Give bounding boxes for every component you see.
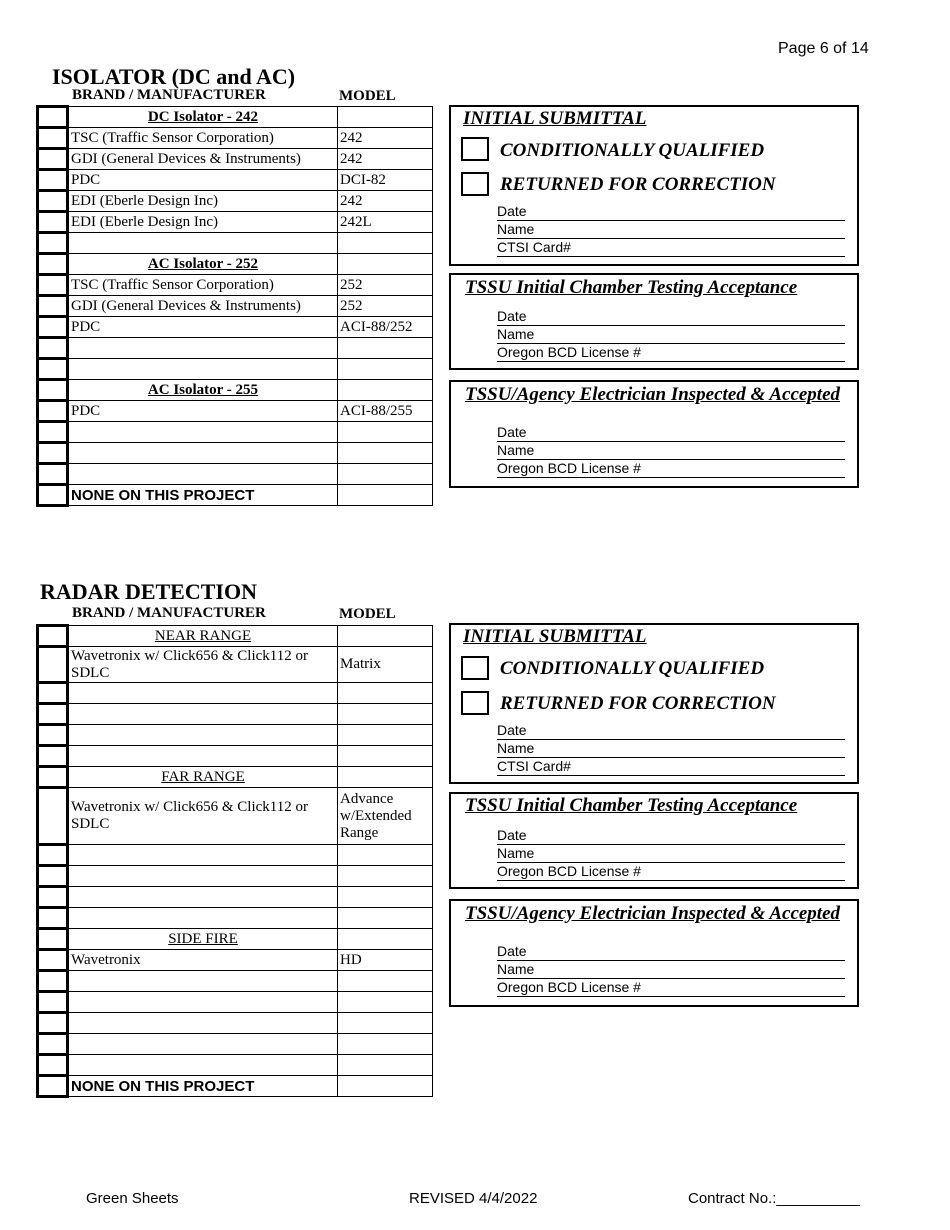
row-checkbox[interactable] xyxy=(38,1034,68,1055)
chamber-testing-title: TSSU Initial Chamber Testing Acceptance xyxy=(465,277,798,298)
model-cell: 242 xyxy=(338,128,433,149)
submittal-ctsi-card-field[interactable]: CTSI Card# xyxy=(497,239,845,257)
row-checkbox[interactable] xyxy=(38,170,68,191)
row-checkbox[interactable] xyxy=(38,887,68,908)
model-cell: DCI-82 xyxy=(338,170,433,191)
none-on-project-row xyxy=(38,1076,433,1097)
radar-initial-submittal-box xyxy=(449,623,859,784)
brand-cell xyxy=(68,233,338,254)
group-label: DC Isolator - 242 xyxy=(68,107,338,128)
model-cell xyxy=(338,1076,433,1097)
model-cell xyxy=(338,908,433,929)
row-checkbox[interactable] xyxy=(38,338,68,359)
brand-cell xyxy=(68,887,338,908)
footer-left: Green Sheets xyxy=(86,1190,179,1207)
row-checkbox[interactable] xyxy=(38,1013,68,1034)
brand-cell xyxy=(68,422,338,443)
chamber-testing-title: TSSU Initial Chamber Testing Acceptance xyxy=(465,795,798,816)
row-checkbox[interactable] xyxy=(38,725,68,746)
brand-cell: Wavetronix w/ Click656 & Click112 or SDLC xyxy=(68,647,338,683)
brand-cell xyxy=(68,704,338,725)
table-row xyxy=(38,191,433,212)
row-checkbox[interactable] xyxy=(38,971,68,992)
conditionally-qualified-label: CONDITIONALLY QUALIFIED xyxy=(500,140,765,161)
table-row xyxy=(38,1013,433,1034)
table-row xyxy=(38,233,433,254)
model-cell xyxy=(338,866,433,887)
row-checkbox[interactable] xyxy=(38,359,68,380)
model-cell xyxy=(338,725,433,746)
isolator-electrician-box xyxy=(449,380,859,488)
table-row xyxy=(38,275,433,296)
group-label: SIDE FIRE xyxy=(68,929,338,950)
brand-cell: Wavetronix xyxy=(68,950,338,971)
row-checkbox[interactable] xyxy=(38,317,68,338)
table-row xyxy=(38,683,433,704)
table-row xyxy=(38,128,433,149)
electrician-date-field[interactable]: Date xyxy=(497,943,845,961)
brand-cell: TSC (Traffic Sensor Corporation) xyxy=(68,275,338,296)
model-cell xyxy=(338,443,433,464)
row-checkbox[interactable] xyxy=(38,128,68,149)
submittal-ctsi-card-field[interactable]: CTSI Card# xyxy=(497,758,845,776)
submittal-name-field[interactable]: Name xyxy=(497,221,845,239)
returned-for-correction-label: RETURNED FOR CORRECTION xyxy=(500,174,776,195)
row-checkbox[interactable] xyxy=(38,380,68,401)
chamber-date-field[interactable]: Date xyxy=(497,308,845,326)
table-row xyxy=(38,845,433,866)
isolator-section-title: ISOLATOR (DC and AC) xyxy=(52,64,296,89)
brand-cell: EDI (Eberle Design Inc) xyxy=(68,212,338,233)
group-header-row xyxy=(38,929,433,950)
model-cell xyxy=(338,338,433,359)
model-cell xyxy=(338,107,433,128)
brand-cell xyxy=(68,1034,338,1055)
brand-cell xyxy=(68,1055,338,1076)
table-row xyxy=(38,170,433,191)
model-cell xyxy=(338,464,433,485)
table-row xyxy=(38,464,433,485)
model-cell xyxy=(338,767,433,788)
model-cell xyxy=(338,359,433,380)
table-row xyxy=(38,149,433,170)
submittal-date-field[interactable]: Date xyxy=(497,203,845,221)
radar-section-title: RADAR DETECTION xyxy=(40,579,257,604)
table-row xyxy=(38,887,433,908)
table-row xyxy=(38,950,433,971)
radar-chamber-testing-box xyxy=(449,792,859,889)
radar-equipment-table xyxy=(36,624,433,1098)
group-header-row xyxy=(38,107,433,128)
row-checkbox[interactable] xyxy=(38,845,68,866)
group-label: NEAR RANGE xyxy=(68,626,338,647)
table-row xyxy=(38,746,433,767)
table-row xyxy=(38,338,433,359)
row-checkbox[interactable] xyxy=(38,464,68,485)
brand-cell: GDI (General Devices & Instruments) xyxy=(68,296,338,317)
row-checkbox[interactable] xyxy=(38,233,68,254)
table-row xyxy=(38,788,433,845)
row-checkbox[interactable] xyxy=(38,1055,68,1076)
none-on-project-label: NONE ON THIS PROJECT xyxy=(68,485,338,506)
table-row xyxy=(38,212,433,233)
brand-cell xyxy=(68,338,338,359)
page-number: Page 6 of 14 xyxy=(778,40,869,57)
table-row xyxy=(38,1034,433,1055)
brand-cell xyxy=(68,746,338,767)
isolator-initial-submittal-box xyxy=(449,105,859,266)
row-checkbox[interactable] xyxy=(38,929,68,950)
electrician-license-field[interactable]: Oregon BCD License # xyxy=(497,979,845,997)
radar-model-header: MODEL xyxy=(339,606,396,622)
group-header-row xyxy=(38,767,433,788)
row-checkbox[interactable] xyxy=(38,788,68,845)
model-cell xyxy=(338,626,433,647)
model-cell: ACI-88/255 xyxy=(338,401,433,422)
footer-contract-no: Contract No.:__________ xyxy=(688,1190,860,1207)
row-checkbox[interactable] xyxy=(38,422,68,443)
model-cell: 242L xyxy=(338,212,433,233)
row-checkbox[interactable] xyxy=(38,1076,68,1097)
row-checkbox[interactable] xyxy=(38,443,68,464)
row-checkbox[interactable] xyxy=(38,992,68,1013)
electrician-name-field[interactable]: Name xyxy=(497,961,845,979)
table-row xyxy=(38,971,433,992)
electrician-name-field[interactable]: Name xyxy=(497,442,845,460)
submittal-date-field[interactable]: Date xyxy=(497,722,845,740)
chamber-name-field[interactable]: Name xyxy=(497,845,845,863)
brand-cell: PDC xyxy=(68,317,338,338)
chamber-name-field[interactable]: Name xyxy=(497,326,845,344)
table-row xyxy=(38,725,433,746)
brand-cell: Wavetronix w/ Click656 & Click112 or SDLC xyxy=(68,788,338,845)
isolator-model-header: MODEL xyxy=(339,88,396,104)
group-label: AC Isolator - 255 xyxy=(68,380,338,401)
brand-cell xyxy=(68,845,338,866)
row-checkbox[interactable] xyxy=(38,254,68,275)
row-checkbox[interactable] xyxy=(38,704,68,725)
brand-cell xyxy=(68,1013,338,1034)
returned-for-correction-label: RETURNED FOR CORRECTION xyxy=(500,693,776,714)
brand-cell xyxy=(68,359,338,380)
brand-cell xyxy=(68,464,338,485)
model-cell: ACI-88/252 xyxy=(338,317,433,338)
submittal-title: INITIAL SUBMITTAL xyxy=(463,626,647,647)
chamber-license-field[interactable]: Oregon BCD License # xyxy=(497,863,845,881)
electrician-title: TSSU/Agency Electrician Inspected & Accepted xyxy=(465,384,841,405)
brand-cell xyxy=(68,725,338,746)
submittal-title: INITIAL SUBMITTAL xyxy=(463,108,647,129)
returned-for-correction-checkbox[interactable] xyxy=(461,691,489,715)
row-checkbox[interactable] xyxy=(38,950,68,971)
row-checkbox[interactable] xyxy=(38,212,68,233)
table-row xyxy=(38,647,433,683)
model-cell xyxy=(338,887,433,908)
model-cell xyxy=(338,1013,433,1034)
conditionally-qualified-label: CONDITIONALLY QUALIFIED xyxy=(500,658,765,679)
brand-cell: PDC xyxy=(68,170,338,191)
model-cell xyxy=(338,233,433,254)
chamber-date-field[interactable]: Date xyxy=(497,827,845,845)
model-cell: 242 xyxy=(338,191,433,212)
isolator-equipment-table xyxy=(36,105,433,507)
brand-cell xyxy=(68,683,338,704)
model-cell xyxy=(338,992,433,1013)
model-cell: Advance w/Extended Range xyxy=(338,788,433,845)
table-row xyxy=(38,359,433,380)
group-label: FAR RANGE xyxy=(68,767,338,788)
row-checkbox[interactable] xyxy=(38,191,68,212)
model-cell xyxy=(338,845,433,866)
table-row xyxy=(38,317,433,338)
table-row xyxy=(38,866,433,887)
row-checkbox[interactable] xyxy=(38,485,68,506)
row-checkbox[interactable] xyxy=(38,626,68,647)
table-row xyxy=(38,908,433,929)
footer-revised: REVISED 4/4/2022 xyxy=(409,1190,538,1207)
model-cell xyxy=(338,971,433,992)
none-on-project-label: NONE ON THIS PROJECT xyxy=(68,1076,338,1097)
isolator-chamber-testing-box xyxy=(449,273,859,370)
group-header-row xyxy=(38,626,433,647)
table-row xyxy=(38,992,433,1013)
row-checkbox[interactable] xyxy=(38,767,68,788)
row-checkbox[interactable] xyxy=(38,908,68,929)
submittal-name-field[interactable]: Name xyxy=(497,740,845,758)
electrician-date-field[interactable]: Date xyxy=(497,424,845,442)
model-cell: 252 xyxy=(338,275,433,296)
isolator-brand-header: BRAND / MANUFACTURER xyxy=(72,87,266,103)
model-cell: 242 xyxy=(338,149,433,170)
radar-brand-header: BRAND / MANUFACTURER xyxy=(72,605,266,621)
brand-cell: GDI (General Devices & Instruments) xyxy=(68,149,338,170)
row-checkbox[interactable] xyxy=(38,275,68,296)
brand-cell xyxy=(68,866,338,887)
brand-cell xyxy=(68,971,338,992)
row-checkbox[interactable] xyxy=(38,149,68,170)
model-cell xyxy=(338,929,433,950)
electrician-license-field[interactable]: Oregon BCD License # xyxy=(497,460,845,478)
model-cell xyxy=(338,422,433,443)
model-cell xyxy=(338,254,433,275)
brand-cell xyxy=(68,992,338,1013)
table-row xyxy=(38,704,433,725)
returned-for-correction-checkbox[interactable] xyxy=(461,172,489,196)
model-cell xyxy=(338,683,433,704)
model-cell: HD xyxy=(338,950,433,971)
model-cell xyxy=(338,704,433,725)
none-on-project-row xyxy=(38,485,433,506)
row-checkbox[interactable] xyxy=(38,401,68,422)
model-cell xyxy=(338,380,433,401)
electrician-title: TSSU/Agency Electrician Inspected & Accepted xyxy=(465,903,841,924)
row-checkbox[interactable] xyxy=(38,107,68,128)
model-cell xyxy=(338,746,433,767)
table-row xyxy=(38,1055,433,1076)
radar-electrician-box xyxy=(449,899,859,1007)
model-cell xyxy=(338,485,433,506)
chamber-license-field[interactable]: Oregon BCD License # xyxy=(497,344,845,362)
brand-cell: EDI (Eberle Design Inc) xyxy=(68,191,338,212)
conditionally-qualified-checkbox[interactable] xyxy=(461,137,489,161)
row-checkbox[interactable] xyxy=(38,647,68,683)
model-cell: 252 xyxy=(338,296,433,317)
model-cell xyxy=(338,1055,433,1076)
row-checkbox[interactable] xyxy=(38,296,68,317)
table-row xyxy=(38,443,433,464)
brand-cell: TSC (Traffic Sensor Corporation) xyxy=(68,128,338,149)
table-row xyxy=(38,296,433,317)
group-header-row xyxy=(38,254,433,275)
table-row xyxy=(38,422,433,443)
group-header-row xyxy=(38,380,433,401)
group-label: AC Isolator - 252 xyxy=(68,254,338,275)
model-cell xyxy=(338,1034,433,1055)
row-checkbox[interactable] xyxy=(38,683,68,704)
table-row xyxy=(38,401,433,422)
row-checkbox[interactable] xyxy=(38,866,68,887)
row-checkbox[interactable] xyxy=(38,746,68,767)
brand-cell xyxy=(68,908,338,929)
brand-cell xyxy=(68,443,338,464)
conditionally-qualified-checkbox[interactable] xyxy=(461,656,489,680)
brand-cell: PDC xyxy=(68,401,338,422)
model-cell: Matrix xyxy=(338,647,433,683)
